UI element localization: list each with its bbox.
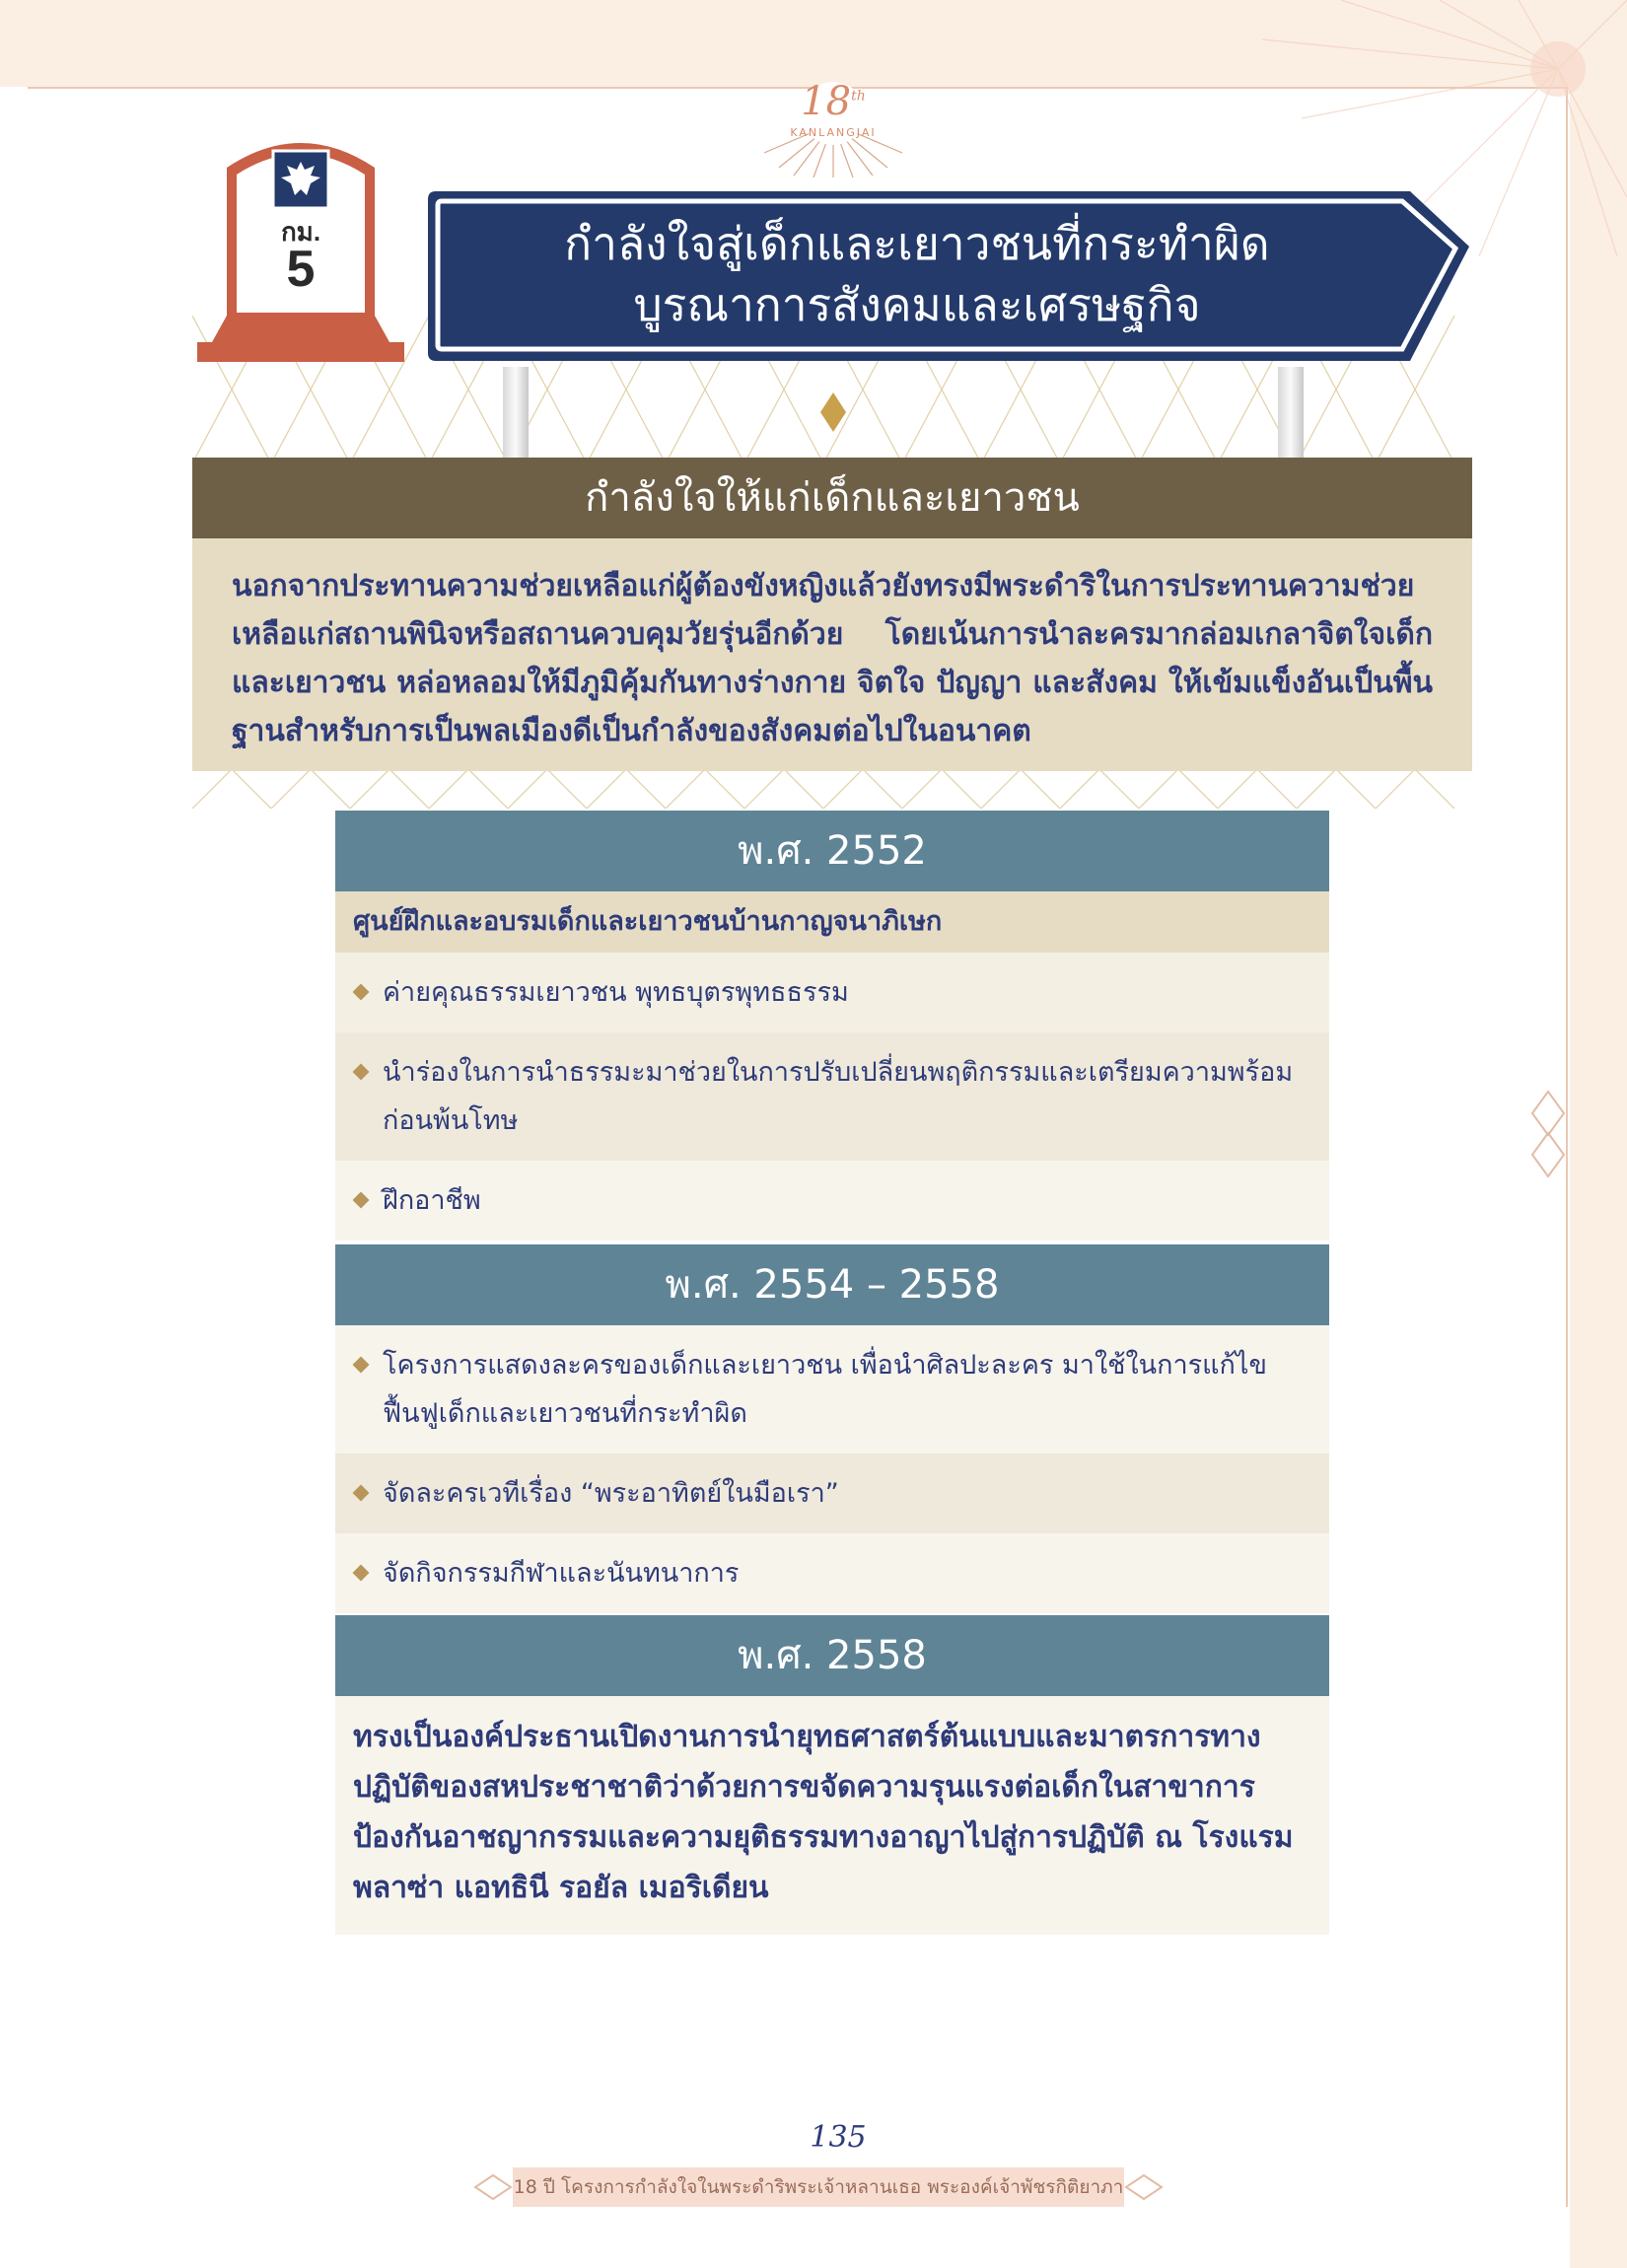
year-heading-2558: พ.ศ. 2558 [335, 1615, 1329, 1696]
diamond-bullet-icon [353, 1565, 370, 1582]
year-2558-paragraph: ทรงเป็นองค์ประธานเปิดงานการนำยุทธศาสตร์ต้นแบบและมาตรการทางปฏิบัติของสหประชาชาติว่าด้วยการขจัดความรุนแรงต่อเด็กในสาขาการป้องกันอาชญากรรมและความยุติธรรมทางอาญาไปสู่การปฏิบัติ ณ โรงแรมพลาซ่า แอทธินี รอยัล เมอริเดียน [335, 1696, 1329, 1935]
diamond-bullet-icon [353, 1357, 370, 1374]
diamond-bullet-icon [353, 1064, 370, 1081]
list-item-text: จัดกิจกรรมกีฬาและนันทนาการ [383, 1558, 740, 1589]
list-item-text: โครงการแสดงละครของเด็กและเยาวชน เพื่อนำศิลปะละคร มาใช้ในการแก้ไขฟื้นฟูเด็กและเยาวชนที่กระทำผิด [383, 1350, 1267, 1429]
year-heading-2552: พ.ศ. 2552 [335, 811, 1329, 891]
logo-number: 18 [801, 79, 852, 124]
milestone-number: 5 [286, 241, 316, 298]
diamond-bullet-icon [353, 984, 370, 1001]
center-subheading: ศูนย์ฝึกและอบรมเด็กและเยาวชนบ้านกาญจนาภิเษก [335, 891, 1329, 953]
page-number: 135 [810, 2120, 867, 2155]
list-item-text: ค่ายคุณธรรมเยาวชน พุทธบุตรพุทธธรรม [383, 977, 849, 1008]
gold-diamond-ornament [820, 392, 846, 432]
sign-title-line2: บูรณาการสังคมและเศรษฐกิจ [633, 278, 1201, 331]
km-milestone-marker [192, 123, 409, 365]
year-heading-2554-2558: พ.ศ. 2554 – 2558 [335, 1244, 1329, 1325]
footer-title: 18 ปี โครงการกำลังใจในพระดำริพระเจ้าหลานเธอ พระองค์เจ้าพัชรกิติยาภา [513, 2167, 1124, 2207]
list-item [335, 953, 1329, 1032]
list-item-text: ฝึกอาชีพ [383, 1185, 481, 1216]
footer-diamond-left [473, 2173, 513, 2201]
footer-diamond-right [1124, 2173, 1164, 2201]
diamond-bullet-icon [353, 1485, 370, 1502]
highway-title-sign [424, 187, 1474, 365]
project-logo [759, 69, 907, 177]
section-title: กำลังใจให้แก่เด็กและเยาวชน [192, 458, 1472, 538]
list-item [335, 1032, 1329, 1161]
logo-subtitle: KANLANGJAI [790, 126, 877, 139]
logo-superscript: th [851, 88, 866, 105]
list-item-text: จัดละครเวทีเรื่อง “พระอาทิตย์ในมือเรา” [383, 1478, 839, 1509]
sign-pole-left [503, 367, 529, 461]
list-item [335, 1533, 1329, 1613]
milestone-label: กม. [280, 217, 321, 247]
list-item [335, 1325, 1329, 1453]
sign-title-line1: กำลังใจสู่เด็กและเยาวชนที่กระทำผิด [564, 217, 1270, 270]
list-item [335, 1453, 1329, 1533]
sign-pole-right [1278, 367, 1304, 461]
year-block-2554-2558 [335, 1325, 1329, 1613]
garuda-emblem-icon [277, 156, 324, 203]
intro-paragraph: นอกจากประทานความช่วยเหลือแก่ผู้ต้องขังหญิงแล้วยังทรงมีพระดำริในการประทานความช่วยเหลือแก่สถานพินิจหรือสถานควบคุมวัยรุ่นอีกด้วย โดยเน้นการนำละครมากล่อมเกลาจิตใจเด็กและเยาวชน หล่อหลอมให้มีภูมิคุ้มกันทางร่างกาย จิตใจ ปัญญา และสังคม ให้เข้มแข็งอันเป็นพื้นฐานสำหรับการเป็นพลเมืองดีเป็นกำลังของสังคมต่อไปในอนาคต [232, 569, 1433, 748]
diamond-bullet-icon [353, 1192, 370, 1209]
list-item-text: นำร่องในการนำธรรมะมาช่วยในการปรับเปลี่ยนพฤติกรรมและเตรียมความพร้อมก่อนพ้นโทษ [383, 1057, 1294, 1136]
intro-box [192, 538, 1472, 771]
list-item [335, 1161, 1329, 1240]
year-block-2552 [335, 891, 1329, 1240]
year-block-2558 [335, 1696, 1329, 1935]
